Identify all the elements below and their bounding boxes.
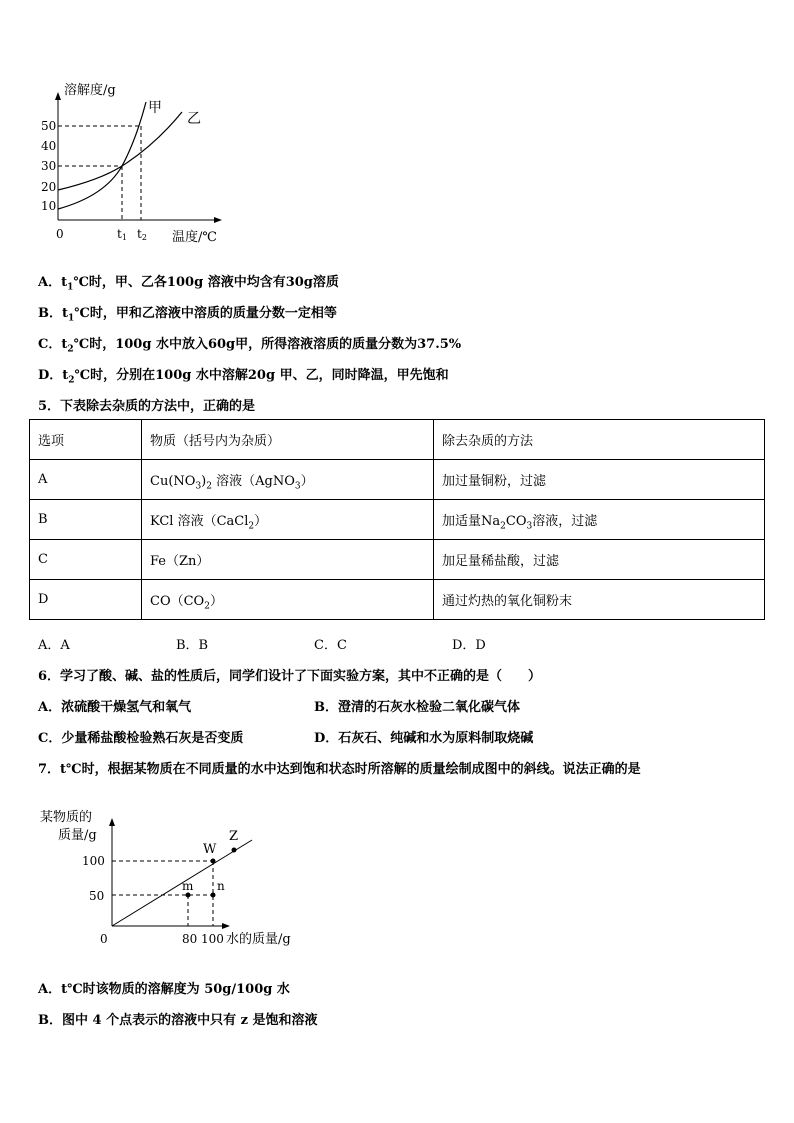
q6-stem: 6．学习了酸、碱、盐的性质后，同学们设计了下面实验方案，其中不正确的是（ ） — [38, 669, 542, 684]
curve-yi — [58, 112, 182, 190]
chart1-x-arrow — [214, 217, 222, 223]
chart2-ylabel-line2: 质量/g — [58, 828, 97, 843]
row-method: 通过灼热的氧化铜粉末 — [434, 580, 765, 620]
label-m: m — [182, 879, 194, 893]
table-row — [30, 500, 765, 540]
chart1-ytick-20: 20 — [41, 180, 57, 194]
chart1-xtick-t1: t1 — [117, 227, 127, 242]
chart1-ytick-50: 50 — [41, 119, 57, 133]
curve-jia — [58, 102, 146, 209]
series-label-jia: 甲 — [148, 100, 162, 116]
chart2-xtick-100: 100 — [201, 932, 224, 946]
q6-option-d: D．石灰石、纯碱和水为原料制取烧碱 — [314, 731, 534, 746]
q5-answer-d: D．D — [452, 638, 486, 653]
q5-answer-c: C．C — [314, 638, 347, 653]
row-method: 加足量稀盐酸，过滤 — [434, 540, 765, 580]
label-n: n — [217, 879, 225, 893]
q4-d-sub: 2 — [68, 375, 75, 386]
label-z: Z — [229, 829, 239, 844]
chart1-xtick-t2: t2 — [137, 227, 147, 242]
row-substance: Fe（Zn） — [142, 540, 434, 580]
q4-b-prefix: B．t — [38, 306, 68, 321]
row-option: C — [30, 540, 142, 580]
chart1-ytick-40: 40 — [41, 139, 57, 153]
q4-option-a — [38, 271, 339, 293]
row-substance: $Cu(NO_3)_2$ 溶液（AgNO$_3$） — [142, 460, 434, 500]
q7-stem: 7．t℃时，根据某物质在不同质量的水中达到饱和状态时所溶解的质量绘制成图中的斜线。说法正确的是 — [38, 762, 641, 777]
row-option: A — [30, 460, 142, 500]
q4-a-sub: 1 — [67, 282, 74, 293]
q4-d-prefix: D．t — [38, 368, 69, 383]
q7-option-a: A．t℃时该物质的溶解度为 50g/100g 水 — [38, 982, 290, 997]
chart2-xlabel: 水的质量/g — [226, 932, 291, 947]
q4-b-sub: 1 — [68, 313, 75, 324]
q7-option-b: B．图中 4 个点表示的溶液中只有 z 是饱和溶液 — [38, 1013, 318, 1028]
row-method: 加适量$Na_2CO_3$溶液，过滤 — [434, 500, 765, 540]
chart2-x-arrow — [222, 923, 230, 929]
row-option: B — [30, 500, 142, 540]
row-substance: KCl 溶液（CaCl$_2$） — [142, 500, 434, 540]
q4-option-d — [38, 364, 449, 386]
q6-option-b: B．澄清的石灰水检验二氧化碳气体 — [314, 700, 520, 715]
q4-b-text: ℃时，甲和乙溶液中溶质的质量分数一定相等 — [74, 306, 337, 321]
q4-c-sub: 2 — [67, 344, 74, 355]
table-header-method: 除去杂质的方法 — [434, 420, 765, 460]
chart1-y-arrow — [55, 92, 61, 100]
table-row — [30, 580, 765, 620]
q4-c-text: ℃时，100g 水中放入60g甲，所得溶液溶质的质量分数为37.5% — [73, 337, 462, 352]
chart1-ytick-30: 30 — [41, 159, 57, 173]
q4-a-text: ℃时，甲、乙各100g 溶液中均含有30g溶质 — [73, 275, 339, 290]
q5-stem: 5．下表除去杂质的方法中，正确的是 — [38, 399, 256, 414]
chart1-origin: 0 — [56, 227, 64, 241]
chart1-xlabel: 温度/℃ — [172, 230, 217, 245]
row-substance: $CO(CO_2)$ — [142, 580, 434, 620]
table-header-option: 选项 — [30, 420, 142, 460]
table-row — [30, 540, 765, 580]
chart2-xtick-80: 80 — [182, 932, 198, 946]
chart1-ytick-10: 10 — [41, 199, 57, 213]
mass-chart — [0, 800, 320, 950]
q4-d-text: ℃时，分别在100g 水中溶解20g 甲、乙，同时降温，甲先饱和 — [74, 368, 449, 383]
row-option: D — [30, 580, 142, 620]
q4-option-b — [38, 302, 337, 324]
label-w: W — [203, 842, 217, 857]
chart2-ytick-100: 100 — [82, 854, 105, 868]
q4-option-c — [38, 333, 462, 355]
point-w — [211, 859, 216, 864]
q4-c-prefix: C．t — [38, 337, 68, 352]
q6-option-a: A．浓硫酸干燥氢气和氧气 — [38, 700, 192, 715]
q5-answer-b: B．B — [176, 638, 209, 653]
series-label-yi: 乙 — [187, 111, 201, 127]
q6-option-c: C．少量稀盐酸检验熟石灰是否变质 — [38, 731, 244, 746]
chart2-origin: 0 — [100, 932, 108, 946]
q5-table — [29, 419, 765, 620]
chart1-ylabel: 溶解度/g — [64, 83, 116, 98]
q4-a-prefix: A．t — [38, 275, 68, 290]
solubility-chart — [0, 0, 260, 250]
chart2-ylabel-line1: 某物质的 — [40, 810, 93, 825]
q5-answer-a: A．A — [38, 638, 70, 653]
table-header-substance: 物质（括号内为杂质） — [142, 420, 434, 460]
row-method: 加过量铜粉，过滤 — [434, 460, 765, 500]
point-z — [232, 848, 237, 853]
point-n — [211, 893, 216, 898]
table-row — [30, 460, 765, 500]
chart2-y-arrow — [109, 818, 115, 826]
chart2-ytick-50: 50 — [89, 889, 105, 903]
table-header-row — [30, 420, 765, 460]
point-m — [186, 893, 191, 898]
